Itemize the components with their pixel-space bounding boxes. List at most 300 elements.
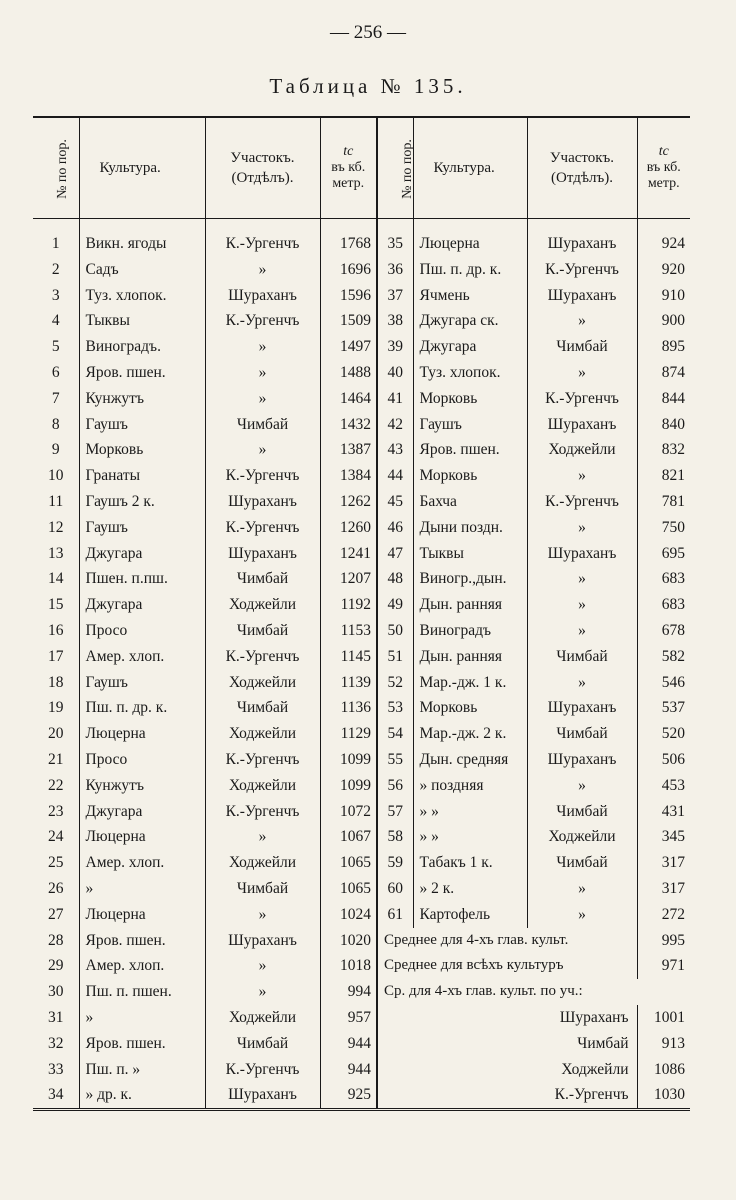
value-cell: 506 [637, 747, 690, 773]
value-cell: 1145 [320, 644, 377, 670]
culture-cell: Виноградъ. [79, 334, 205, 360]
value-cell: 520 [637, 721, 690, 747]
culture-cell: Джугара ск. [413, 308, 527, 334]
section-cell: » [527, 515, 637, 541]
row-number: 6 [51, 363, 60, 381]
table-row [33, 515, 690, 541]
table-row [33, 902, 690, 928]
culture-cell: Табакъ 1 к. [413, 850, 527, 876]
value-cell: 1387 [320, 437, 377, 463]
summary-section-name: Ходжейли [377, 1057, 637, 1083]
value-cell: 678 [637, 618, 690, 644]
culture-cell: Люцерна [79, 721, 205, 747]
row-number: 5 [51, 338, 60, 356]
culture-cell: Тыквы [413, 541, 527, 567]
table-row [33, 231, 690, 257]
row-number: 18 [48, 673, 64, 691]
culture-cell: Тыквы [79, 308, 205, 334]
value-cell: 1153 [320, 618, 377, 644]
culture-cell: Гаушъ [413, 412, 527, 438]
table-row [33, 334, 690, 360]
row-number: 32 [48, 1034, 64, 1052]
table-row [33, 437, 690, 463]
value-cell: 895 [637, 334, 690, 360]
header-tc-right: tc въ кб. метр. [637, 117, 690, 219]
section-cell: Чимбай [527, 850, 637, 876]
section-cell: Чимбай [205, 412, 320, 438]
row-number: 50 [377, 618, 413, 644]
value-cell: 1596 [320, 283, 377, 309]
row-number: 8 [51, 415, 60, 433]
row-number: 17 [48, 647, 64, 665]
section-cell: Чимбай [527, 644, 637, 670]
value-cell: 683 [637, 566, 690, 592]
page-number: — 256 — [330, 22, 406, 43]
culture-cell: Амер. хлоп. [79, 644, 205, 670]
culture-cell: Дыни поздн. [413, 515, 527, 541]
value-cell: 1065 [320, 876, 377, 902]
row-number: 59 [377, 850, 413, 876]
section-cell: Ходжейли [527, 437, 637, 463]
culture-cell: Люцерна [79, 902, 205, 928]
row-number: 1 [51, 235, 60, 252]
value-cell: 1509 [320, 308, 377, 334]
row-number: 2 [51, 260, 60, 278]
row-number: 55 [377, 747, 413, 773]
culture-cell: Пш. п. » [79, 1057, 205, 1083]
row-number: 56 [377, 773, 413, 799]
culture-cell: Гаушъ [79, 412, 205, 438]
culture-cell: » др. к. [79, 1082, 205, 1109]
header-culture-left: Культура. [79, 117, 205, 219]
row-number: 58 [377, 824, 413, 850]
section-cell: Ходжейли [527, 824, 637, 850]
header-row [33, 117, 690, 219]
value-cell: 695 [637, 541, 690, 567]
value-cell: 345 [637, 824, 690, 850]
section-cell: » [205, 979, 320, 1005]
avg-all-value: 971 [637, 953, 690, 979]
row-number: 4 [51, 312, 60, 330]
culture-cell: » поздняя [413, 773, 527, 799]
culture-cell: Виноградъ [413, 618, 527, 644]
section-cell: Шураханъ [205, 1082, 320, 1109]
value-cell: 537 [637, 695, 690, 721]
summary-section-value: 1030 [637, 1082, 690, 1109]
section-cell: К.-Ургенчъ [205, 463, 320, 489]
value-cell: 840 [637, 412, 690, 438]
table-row [33, 618, 690, 644]
row-number: 12 [48, 518, 64, 536]
row-number: 36 [377, 257, 413, 283]
table-row [33, 721, 690, 747]
value-cell: 1024 [320, 902, 377, 928]
value-cell: 431 [637, 799, 690, 825]
table-row [33, 876, 690, 902]
value-cell: 1262 [320, 489, 377, 515]
section-cell: » [527, 360, 637, 386]
value-cell: 1696 [320, 257, 377, 283]
value-cell: 925 [320, 1082, 377, 1109]
row-number: 60 [377, 876, 413, 902]
table-row [33, 773, 690, 799]
avg4-label: Среднее для 4-хъ глав. культ. [377, 928, 637, 954]
culture-cell: Яров. пшен. [79, 360, 205, 386]
section-cell: Чимбай [205, 1031, 320, 1057]
value-cell: 1018 [320, 953, 377, 979]
row-number: 53 [377, 695, 413, 721]
row-number: 13 [48, 544, 64, 562]
culture-cell: Яров. пшен. [413, 437, 527, 463]
section-cell: Шураханъ [205, 541, 320, 567]
value-cell: 1768 [320, 231, 377, 257]
table-row [33, 670, 690, 696]
culture-cell: Амер. хлоп. [79, 953, 205, 979]
culture-cell: Виногр.,дын. [413, 566, 527, 592]
section-cell: Шураханъ [527, 695, 637, 721]
culture-cell: Картофель [413, 902, 527, 928]
value-cell: 317 [637, 876, 690, 902]
value-cell: 1260 [320, 515, 377, 541]
row-number: 27 [48, 905, 64, 923]
section-cell: » [527, 566, 637, 592]
section-cell: Чимбай [527, 334, 637, 360]
table-row [33, 1082, 690, 1109]
value-cell: 1020 [320, 928, 377, 954]
culture-cell: » » [413, 799, 527, 825]
row-number: 46 [377, 515, 413, 541]
row-number: 15 [48, 596, 64, 614]
section-cell: » [527, 902, 637, 928]
table-row [33, 1031, 690, 1057]
row-number: 45 [377, 489, 413, 515]
header-tc-left: tc въ кб. метр. [320, 117, 377, 219]
culture-cell: Мар.-дж. 1 к. [413, 670, 527, 696]
row-number: 35 [377, 231, 413, 257]
section-cell: » [205, 953, 320, 979]
value-cell: 1207 [320, 566, 377, 592]
row-number: 61 [377, 902, 413, 928]
culture-cell: Амер. хлоп. [79, 850, 205, 876]
table-row [33, 463, 690, 489]
table-row [33, 308, 690, 334]
row-number: 3 [51, 286, 60, 304]
section-cell: Шураханъ [527, 231, 637, 257]
row-number: 19 [48, 699, 64, 717]
section-cell: Шураханъ [205, 928, 320, 954]
avg4-sections-label: Ср. для 4-хъ глав. культ. по уч.: [377, 979, 690, 1005]
culture-cell: Кунжутъ [79, 386, 205, 412]
culture-cell: Яров. пшен. [79, 928, 205, 954]
culture-cell: Яров. пшен. [79, 1031, 205, 1057]
section-cell: » [527, 876, 637, 902]
section-cell: К.-Ургенчъ [205, 644, 320, 670]
section-cell: Шураханъ [527, 541, 637, 567]
table-row [33, 747, 690, 773]
section-cell: » [527, 618, 637, 644]
value-cell: 1384 [320, 463, 377, 489]
value-cell: 1099 [320, 773, 377, 799]
culture-cell: » 2 к. [413, 876, 527, 902]
culture-cell: Просо [79, 747, 205, 773]
table-row [33, 799, 690, 825]
table-row [33, 824, 690, 850]
value-cell: 920 [637, 257, 690, 283]
value-cell: 821 [637, 463, 690, 489]
culture-cell: Гаушъ [79, 670, 205, 696]
value-cell: 317 [637, 850, 690, 876]
value-cell: 1065 [320, 850, 377, 876]
section-cell: » [527, 592, 637, 618]
row-number: 33 [48, 1060, 64, 1078]
value-cell: 750 [637, 515, 690, 541]
culture-cell: Джугара [79, 541, 205, 567]
culture-cell: Пш. п. др. к. [413, 257, 527, 283]
section-cell: » [205, 334, 320, 360]
culture-cell: Дын. ранняя [413, 644, 527, 670]
summary-section-name: Чимбай [377, 1031, 637, 1057]
table-row [33, 928, 690, 954]
section-cell: » [205, 360, 320, 386]
value-cell: 957 [320, 1005, 377, 1031]
section-cell: Ходжейли [205, 670, 320, 696]
table-row [33, 489, 690, 515]
header-culture-right: Культура. [413, 117, 527, 219]
summary-section-value: 1086 [637, 1057, 690, 1083]
culture-cell: Люцерна [79, 824, 205, 850]
summary-section-value: 913 [637, 1031, 690, 1057]
section-cell: К.-Ургенчъ [205, 308, 320, 334]
row-number: 28 [48, 931, 64, 949]
row-number: 26 [48, 879, 64, 897]
row-number: 44 [377, 463, 413, 489]
culture-cell: Бахча [413, 489, 527, 515]
culture-cell: Гаушъ [79, 515, 205, 541]
value-cell: 1136 [320, 695, 377, 721]
section-cell: Ходжейли [205, 592, 320, 618]
value-cell: 944 [320, 1031, 377, 1057]
section-cell: Ходжейли [205, 850, 320, 876]
value-cell: 994 [320, 979, 377, 1005]
value-cell: 582 [637, 644, 690, 670]
culture-cell: Кунжутъ [79, 773, 205, 799]
row-number: 43 [377, 437, 413, 463]
row-number: 25 [48, 854, 64, 872]
culture-cell: Ячмень [413, 283, 527, 309]
culture-cell: » [79, 1005, 205, 1031]
table-row [33, 257, 690, 283]
culture-cell: Морковь [413, 463, 527, 489]
row-number: 48 [377, 566, 413, 592]
value-cell: 874 [637, 360, 690, 386]
culture-cell: Викн. ягоды [79, 231, 205, 257]
row-number: 16 [48, 621, 64, 639]
culture-cell: Морковь [413, 386, 527, 412]
avg4-value: 995 [637, 928, 690, 954]
row-number: 57 [377, 799, 413, 825]
header-num-right: № по пор. [377, 117, 413, 219]
value-cell: 1497 [320, 334, 377, 360]
row-number: 52 [377, 670, 413, 696]
culture-cell: Морковь [413, 695, 527, 721]
summary-section-name: Шураханъ [377, 1005, 637, 1031]
value-cell: 844 [637, 386, 690, 412]
section-cell: К.-Ургенчъ [205, 1057, 320, 1083]
row-number: 29 [48, 957, 64, 975]
value-cell: 1241 [320, 541, 377, 567]
table-row [33, 979, 690, 1005]
avg-all-label: Среднее для всѣхъ культуръ [377, 953, 637, 979]
table-row [33, 850, 690, 876]
table-row [33, 592, 690, 618]
section-cell: К.-Ургенчъ [527, 489, 637, 515]
row-number: 7 [51, 389, 60, 407]
row-number: 40 [377, 360, 413, 386]
section-cell: К.-Ургенчъ [205, 231, 320, 257]
section-cell: Ходжейли [205, 1005, 320, 1031]
section-cell: К.-Ургенчъ [527, 257, 637, 283]
row-number: 49 [377, 592, 413, 618]
value-cell: 683 [637, 592, 690, 618]
culture-cell: Джугара [413, 334, 527, 360]
row-number: 39 [377, 334, 413, 360]
table-row [33, 283, 690, 309]
culture-cell: » » [413, 824, 527, 850]
section-cell: Ходжейли [205, 773, 320, 799]
table-row [33, 412, 690, 438]
section-cell: К.-Ургенчъ [205, 799, 320, 825]
section-cell: » [527, 463, 637, 489]
culture-cell: Дын. средняя [413, 747, 527, 773]
data-table [33, 116, 690, 1111]
section-cell: Шураханъ [527, 412, 637, 438]
culture-cell: Морковь [79, 437, 205, 463]
row-number: 38 [377, 308, 413, 334]
spacer-row [33, 219, 690, 232]
culture-cell: Туз. хлопок. [413, 360, 527, 386]
row-number: 10 [48, 467, 64, 485]
culture-cell: Гранаты [79, 463, 205, 489]
section-cell: Чимбай [527, 721, 637, 747]
culture-cell: Дын. ранняя [413, 592, 527, 618]
section-cell: » [527, 308, 637, 334]
culture-cell: Пш. п. пшен. [79, 979, 205, 1005]
value-cell: 924 [637, 231, 690, 257]
section-cell: К.-Ургенчъ [527, 386, 637, 412]
table-row [33, 953, 690, 979]
summary-section-name: К.-Ургенчъ [377, 1082, 637, 1109]
section-cell: » [205, 386, 320, 412]
value-cell: 832 [637, 437, 690, 463]
section-cell: Шураханъ [205, 283, 320, 309]
summary-section-value: 1001 [637, 1005, 690, 1031]
culture-cell: Джугара [79, 592, 205, 618]
row-number: 30 [48, 983, 64, 1001]
row-number: 47 [377, 541, 413, 567]
row-number: 22 [48, 776, 64, 794]
header-section-right: Участокъ. (Отдѣлъ). [527, 117, 637, 219]
value-cell: 910 [637, 283, 690, 309]
culture-cell: Люцерна [413, 231, 527, 257]
culture-cell: Мар.-дж. 2 к. [413, 721, 527, 747]
value-cell: 1432 [320, 412, 377, 438]
value-cell: 272 [637, 902, 690, 928]
value-cell: 1072 [320, 799, 377, 825]
value-cell: 1129 [320, 721, 377, 747]
table-title: Таблица № 135. [269, 74, 467, 98]
section-cell: Шураханъ [205, 489, 320, 515]
section-cell: Ходжейли [205, 721, 320, 747]
table-row [33, 360, 690, 386]
section-cell: К.-Ургенчъ [205, 747, 320, 773]
section-cell: Чимбай [205, 695, 320, 721]
value-cell: 900 [637, 308, 690, 334]
culture-cell: Пш. п. др. к. [79, 695, 205, 721]
section-cell: Чимбай [527, 799, 637, 825]
row-number: 42 [377, 412, 413, 438]
section-cell: » [527, 670, 637, 696]
value-cell: 944 [320, 1057, 377, 1083]
section-cell: » [205, 824, 320, 850]
culture-cell: » [79, 876, 205, 902]
header-num-left: № по пор. [33, 117, 79, 219]
section-cell: » [205, 437, 320, 463]
table-row [33, 695, 690, 721]
row-number: 24 [48, 828, 64, 846]
culture-cell: Джугара [79, 799, 205, 825]
section-cell: » [205, 257, 320, 283]
value-cell: 1464 [320, 386, 377, 412]
row-number: 21 [48, 750, 64, 768]
row-number: 37 [377, 283, 413, 309]
value-cell: 546 [637, 670, 690, 696]
row-number: 9 [51, 441, 60, 459]
row-number: 34 [48, 1086, 64, 1104]
culture-cell: Просо [79, 618, 205, 644]
culture-cell: Садъ [79, 257, 205, 283]
culture-cell: Туз. хлопок. [79, 283, 205, 309]
section-cell: Шураханъ [527, 747, 637, 773]
table-row [33, 644, 690, 670]
value-cell: 1192 [320, 592, 377, 618]
table-row [33, 1057, 690, 1083]
value-cell: 1488 [320, 360, 377, 386]
section-cell: Чимбай [205, 618, 320, 644]
value-cell: 781 [637, 489, 690, 515]
culture-cell: Пшен. п.пш. [79, 566, 205, 592]
header-section-left: Участокъ. (Отдѣлъ). [205, 117, 320, 219]
row-number: 11 [48, 492, 64, 510]
section-cell: Чимбай [205, 876, 320, 902]
row-number: 23 [48, 802, 64, 820]
section-cell: » [527, 773, 637, 799]
section-cell: Чимбай [205, 566, 320, 592]
row-number: 20 [48, 725, 64, 743]
section-cell: К.-Ургенчъ [205, 515, 320, 541]
row-number: 31 [48, 1008, 64, 1026]
table-row [33, 541, 690, 567]
row-number: 51 [377, 644, 413, 670]
row-number: 54 [377, 721, 413, 747]
table-row [33, 566, 690, 592]
value-cell: 1067 [320, 824, 377, 850]
table-row [33, 386, 690, 412]
culture-cell: Гаушъ 2 к. [79, 489, 205, 515]
value-cell: 1139 [320, 670, 377, 696]
row-number: 41 [377, 386, 413, 412]
row-number: 14 [48, 570, 64, 588]
section-cell: Шураханъ [527, 283, 637, 309]
